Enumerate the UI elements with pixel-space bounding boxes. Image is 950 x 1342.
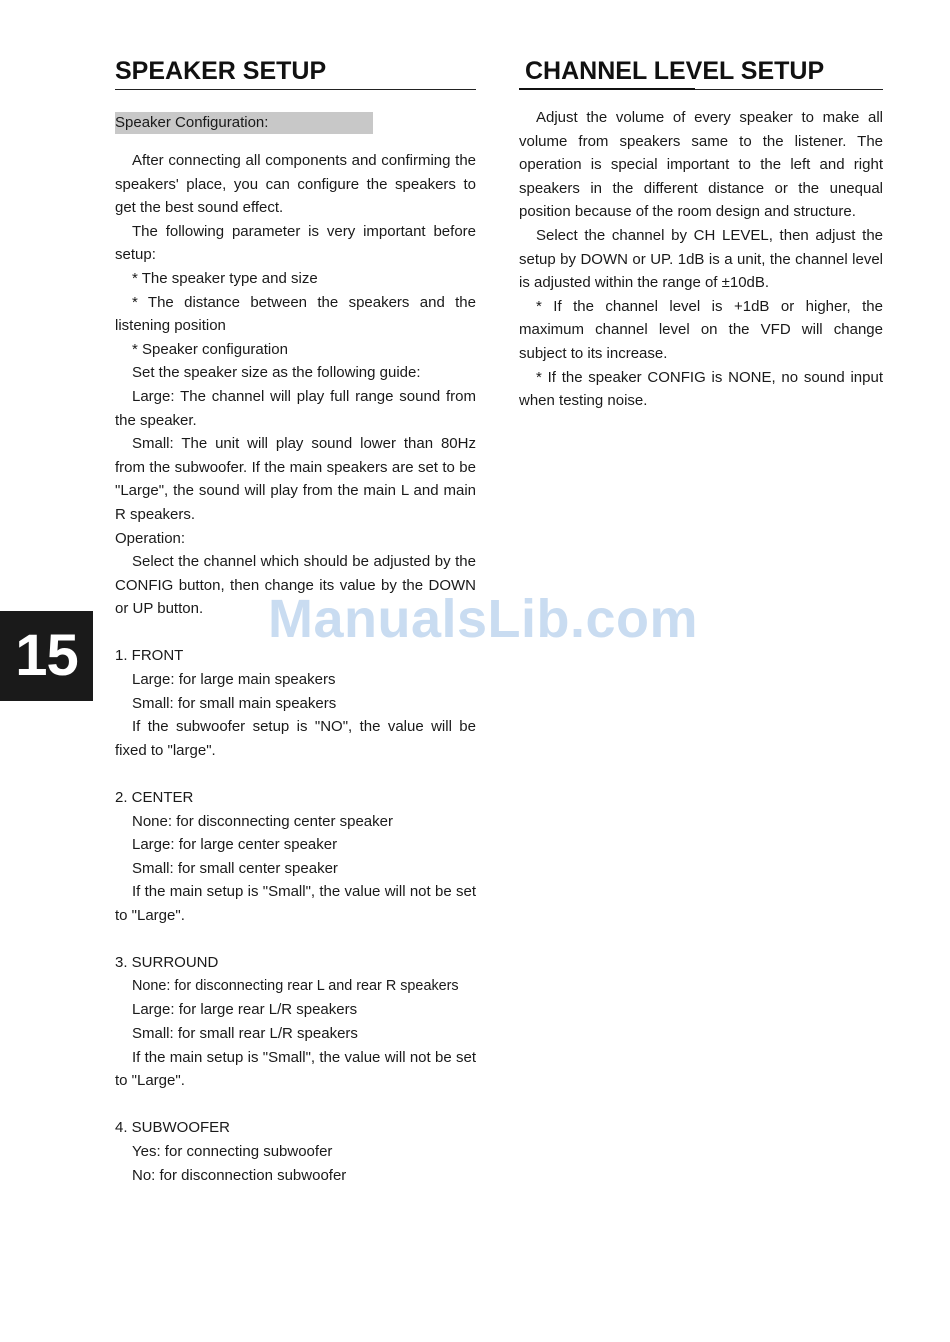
subwoofer-yes: Yes: for connecting subwoofer	[132, 1142, 333, 1160]
speaker-setup-body	[115, 149, 476, 1187]
surround-small: Small: for small rear L/R speakers	[132, 1024, 358, 1042]
note-paragraph: * If the speaker CONFIG is NONE, no sound input when testing noise.	[519, 368, 883, 410]
subwoofer-title: 4. SUBWOOFER	[115, 1119, 231, 1137]
large-description: Large: The channel will play full range sound from the speaker.	[115, 387, 476, 429]
subwoofer-no: No: for disconnection subwoofer	[132, 1166, 347, 1184]
front-title: 1. FRONT	[115, 647, 184, 665]
channel-level-heading: CHANNEL LEVEL SETUP	[525, 57, 825, 85]
surround-large: Large: for large rear L/R speakers	[132, 1001, 358, 1019]
center-title: 2. CENTER	[115, 789, 194, 807]
heading-rule	[519, 89, 883, 90]
surround-note: If the main setup is "Small", the value will not be set to "Large".	[115, 1048, 476, 1090]
speaker-configuration-label: Speaker Configuration:	[115, 112, 373, 134]
surround-none: None: for disconnecting rear L and rear R speakers	[132, 977, 459, 994]
parameter-paragraph: The following parameter is very important before setup:	[115, 222, 476, 264]
operation-heading: Operation:	[115, 529, 186, 547]
page-number-tab: 15	[0, 611, 93, 701]
channel-level-column	[519, 56, 883, 413]
front-large: Large: for large main speakers	[132, 671, 336, 689]
front-small: Small: for small main speakers	[132, 694, 337, 712]
center-small: Small: for small center speaker	[132, 859, 338, 877]
surround-title: 3. SURROUND	[115, 954, 219, 972]
guide-paragraph: Set the speaker size as the following guide:	[132, 364, 421, 382]
note-paragraph: * If the channel level is +1dB or higher, the maximum channel level on the VFD will change subject to its increase.	[519, 297, 883, 362]
select-paragraph: Select the channel by CH LEVEL, then adjust the setup by DOWN or UP. 1dB is a unit, the channel level is adjusted within the range of ±10dB.	[519, 226, 883, 292]
adjust-paragraph: Adjust the volume of every speaker to make all volume from speakers same to the listener. The operation is special important to the left and right speakers in the different distance or the unequal position because of the room design and structure.	[519, 109, 883, 221]
bullet-item: * The distance between the speakers and the listening position	[115, 293, 476, 335]
center-note: If the main setup is "Small", the value will not be set to "Large".	[115, 883, 476, 924]
watermark: ManualsLib.com	[268, 589, 699, 649]
intro-paragraph: After connecting all components and confirming the speakers' place, you can configure the speakers to get the best sound effect.	[115, 152, 476, 217]
operation-paragraph: Select the channel which should be adjusted by the CONFIG button, then change its value by the DOWN or UP button.	[115, 553, 476, 618]
heading-rule	[115, 89, 476, 90]
center-none: None: for disconnecting center speaker	[132, 812, 393, 830]
speaker-setup-heading: SPEAKER SETUP	[115, 57, 327, 85]
channel-level-body	[519, 106, 883, 413]
small-description: Small: The unit will play sound lower than 80Hz from the subwoofer. If the main speakers are set to be "Large", the sound will play from the main L and main R speakers.	[115, 435, 476, 523]
bullet-item: * Speaker configuration	[132, 340, 288, 358]
bullet-item: * The speaker type and size	[132, 269, 318, 287]
center-large: Large: for large center speaker	[132, 836, 338, 854]
front-note: If the subwoofer setup is "NO", the value will be fixed to "large".	[115, 718, 476, 759]
